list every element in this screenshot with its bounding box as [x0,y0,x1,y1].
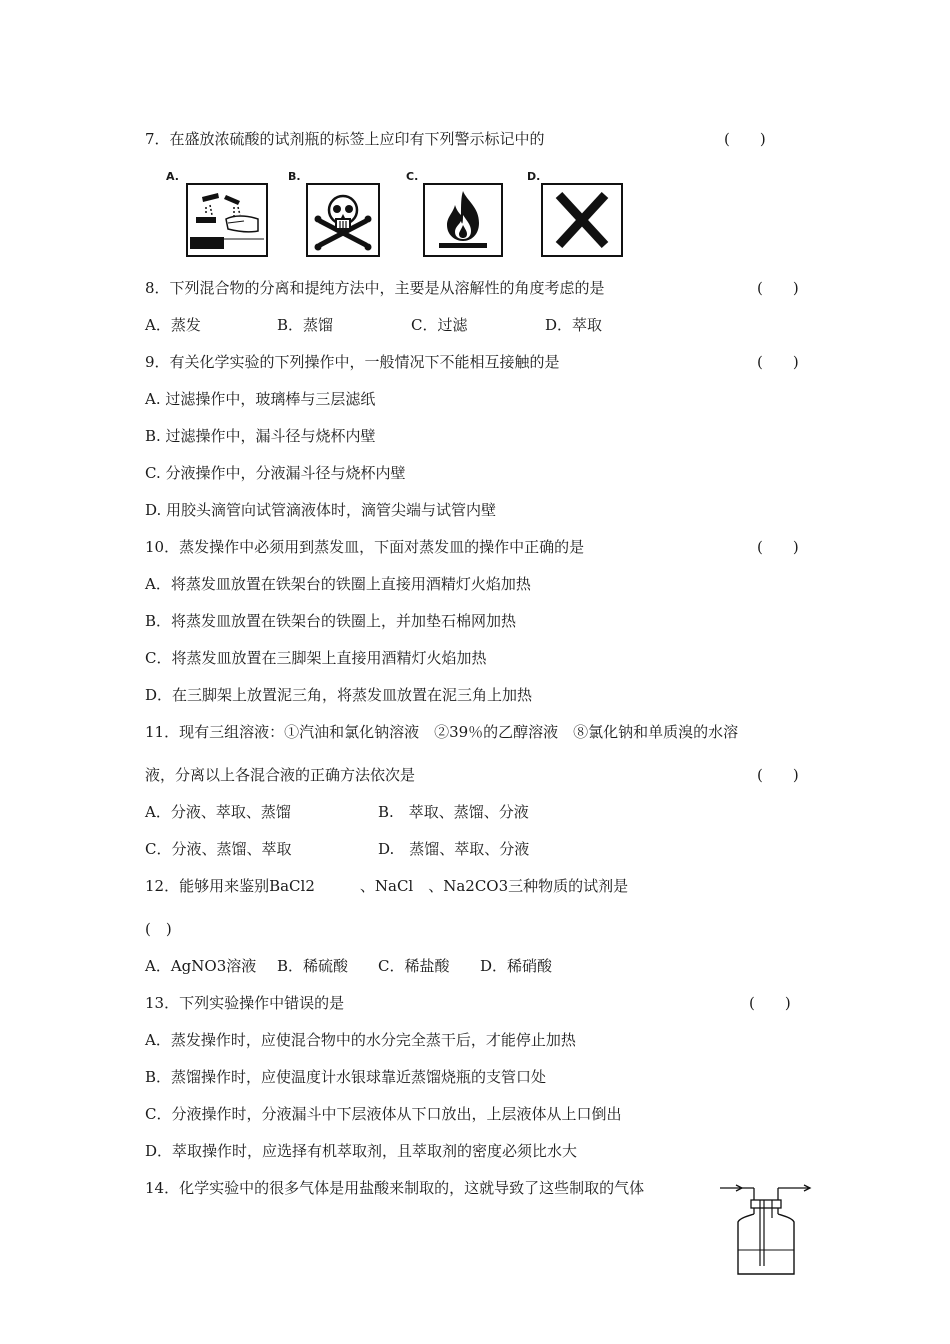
corrosive-icon [186,183,268,257]
question-10-stem: 10．蒸发操作中必须用到蒸发皿，下面对蒸发皿的操作中正确的是 [145,538,585,556]
question-12-option-d: D．稀硝酸 [480,957,553,975]
question-11-answer-paren: ( ) [757,766,799,784]
option-c-label: C. [406,170,419,183]
question-12-stem: 12．能够用来鉴别BaCl2 、NaCl 、Na2CO3三种物质的试剂是 [145,877,629,895]
question-13-option-c: C．分液操作时，分液漏斗中下层液体从下口放出，上层液体从上口倒出 [145,1105,622,1123]
question-12-option-c: C．稀盐酸 [378,957,450,975]
gas-washing-bottle-icon [718,1178,814,1280]
question-10-option-d: D．在三脚架上放置泥三角，将蒸发皿放置在泥三角上加热 [145,686,533,704]
question-9-answer-paren: ( ) [757,353,799,371]
question-8-option-b: B．蒸馏 [277,316,334,334]
question-10-option-b: B．将蒸发皿放置在铁架台的铁圈上，并加垫石棉网加热 [145,612,517,630]
question-9-option-b: B. 过滤操作中，漏斗径与烧杯内壁 [145,427,376,445]
question-11-stem: 11．现有三组溶液：①汽油和氯化钠溶液 ②39％的乙醇溶液 ⑧氯化钠和单质溴的水溶 [145,723,739,741]
question-14-stem: 14．化学实验中的很多气体是用盐酸来制取的，这就导致了这些制取的气体 [145,1179,645,1197]
question-11-option-a: A．分液、萃取、蒸馏 [145,803,291,821]
option-a-label: A. [166,170,179,183]
question-13-option-d: D．萃取操作时，应选择有机萃取剂，且萃取剂的密度必须比水大 [145,1142,578,1160]
flammable-flame-icon [423,183,503,257]
question-7-answer-paren: ( ) [724,130,766,148]
question-11-option-d: D. 蒸馏、萃取、分液 [378,840,530,858]
question-7-stem: 7．在盛放浓硫酸的试剂瓶的标签上应印有下列警示标记中的 [145,130,545,148]
question-12-option-b: B．稀硫酸 [277,957,349,975]
option-d-label: D. [527,170,541,183]
option-b-label: B. [288,170,301,183]
harmful-x-icon [541,183,623,257]
question-9-option-a: A. 过滤操作中，玻璃棒与三层滤纸 [145,390,376,408]
question-12-answer-paren: ( ) [145,920,172,938]
question-11-stem-continued: 液，分离以上各混合液的正确方法依次是 [145,766,416,784]
question-8-option-a: A．蒸发 [145,316,201,334]
question-11-option-c: C．分液、蒸馏、萃取 [145,840,292,858]
question-8-option-d: D．萃取 [545,316,603,334]
question-11-option-b: B. 萃取、蒸馏、分液 [378,803,529,821]
question-10-answer-paren: ( ) [757,538,799,556]
question-10-option-a: A．将蒸发皿放置在铁架台的铁圈上直接用酒精灯火焰加热 [145,575,531,593]
question-9-stem: 9．有关化学实验的下列操作中，一般情况下不能相互接触的是 [145,353,560,371]
question-12-option-a: A．AgNO3溶液 [145,957,257,975]
question-8-option-c: C．过滤 [411,316,468,334]
question-13-option-a: A．蒸发操作时，应使混合物中的水分完全蒸干后，才能停止加热 [145,1031,576,1049]
question-8-stem: 8．下列混合物的分离和提纯方法中，主要是从溶解性的角度考虑的是 [145,279,605,297]
question-13-stem: 13．下列实验操作中错误的是 [145,994,345,1012]
question-9-option-c: C. 分液操作中，分液漏斗径与烧杯内壁 [145,464,406,482]
question-13-answer-paren: ( ) [749,994,791,1012]
question-10-option-c: C．将蒸发皿放置在三脚架上直接用酒精灯火焰加热 [145,649,487,667]
question-8-answer-paren: ( ) [757,279,799,297]
question-9-option-d: D. 用胶头滴管向试管滴液体时，滴管尖端与试管内壁 [145,501,497,519]
toxic-skull-icon [306,183,380,257]
question-13-option-b: B．蒸馏操作时，应使温度计水银球靠近蒸馏烧瓶的支管口处 [145,1068,547,1086]
